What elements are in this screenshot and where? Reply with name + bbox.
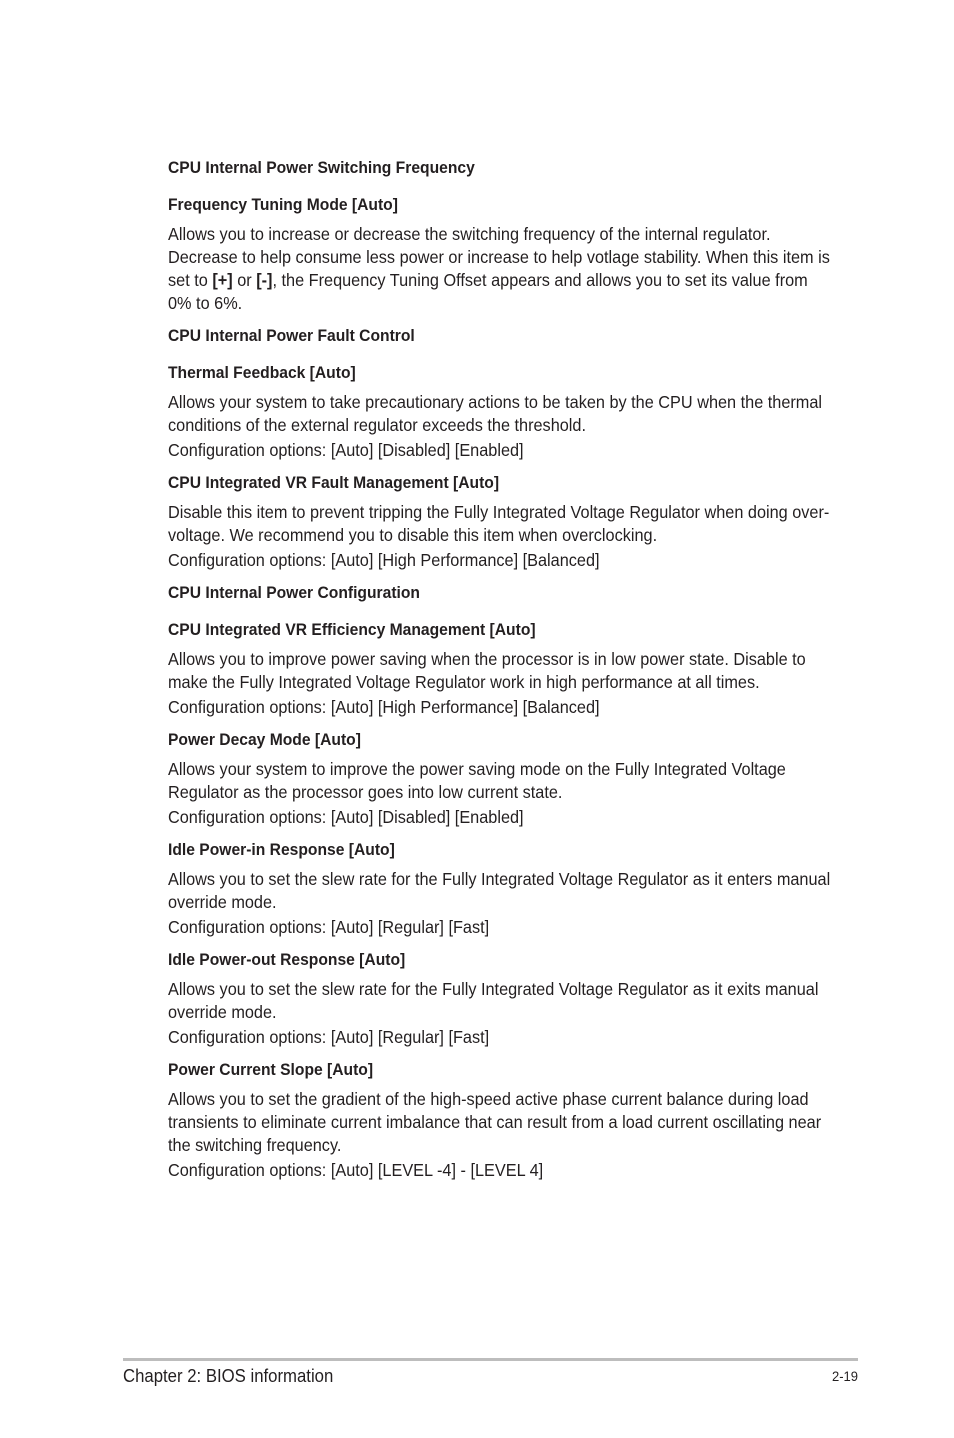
item-options-power-current-slope: Configuration options: [Auto] [LEVEL -4] - [LEVEL 4] [168,1160,544,1180]
item-description-idle-power-out: Allows you to set the slew rate for the Fully Integrated Voltage Regulator as it exits manual override mode. [168,979,819,1022]
desc-text: Allows you to increase or decrease the switching frequency of the internal regulator. Decrease to help consume less power or increase to help votlage stability. When this item is set to [168,224,830,290]
desc-text: , the Frequency Tuning Offset appears and allows you to set its value from 0% to 6%. [168,270,808,313]
item-heading-power-decay-mode: Power Decay Mode [Auto] [168,730,361,749]
item-description-frequency-tuning-mode [168,223,833,315]
item-description-vr-efficiency-management: Allows you to improve power saving when the processor is in low power state. Disable to make the Fully Integrated Voltage Regulator work in high performance at all times. [168,649,806,692]
section-heading-fault-control: CPU Internal Power Fault Control [168,326,415,345]
footer-chapter-title: Chapter 2: BIOS information [123,1366,334,1386]
footer-divider [123,1358,858,1361]
item-heading-vr-efficiency-management: CPU Integrated VR Efficiency Management [Auto] [168,620,536,639]
item-options-idle-power-in: Configuration options: [Auto] [Regular] [Fast] [168,917,490,937]
key-minus: [-] [256,270,273,290]
item-options-idle-power-out: Configuration options: [Auto] [Regular] [Fast] [168,1027,490,1047]
section-heading-switching-frequency: CPU Internal Power Switching Frequency [168,158,475,177]
item-description-thermal-feedback: Allows your system to take precautionary actions to be taken by the CPU when the thermal conditions of the external regulator exceeds the threshold. [168,392,823,435]
footer-page-number: 2-19 [831,1368,858,1384]
manual-content [168,156,833,1182]
item-description-power-current-slope: Allows you to set the gradient of the high-speed active phase current balance during load transients to eliminate current imbalance that can result from a load current oscillating near the switching frequency. [168,1089,822,1155]
item-options-thermal-feedback: Configuration options: [Auto] [Disabled] [Enabled] [168,440,524,460]
desc-text: or [232,270,257,290]
item-heading-idle-power-out: Idle Power-out Response [Auto] [168,950,406,969]
item-description-power-decay-mode: Allows your system to improve the power saving mode on the Fully Integrated Voltage Regulator as the processor goes into low current state. [168,759,786,802]
item-options-vr-efficiency-management: Configuration options: [Auto] [High Performance] [Balanced] [168,697,600,717]
item-description-vr-fault-management: Disable this item to prevent tripping the Fully Integrated Voltage Regulator when doing over-voltage. We recommend you to disable this item when overclocking. [168,502,830,545]
item-heading-idle-power-in: Idle Power-in Response [Auto] [168,840,395,859]
item-options-power-decay-mode: Configuration options: [Auto] [Disabled] [Enabled] [168,807,524,827]
key-plus: [+] [212,270,233,290]
item-heading-thermal-feedback: Thermal Feedback [Auto] [168,363,356,382]
item-heading-frequency-tuning-mode: Frequency Tuning Mode [Auto] [168,195,398,214]
item-description-idle-power-in: Allows you to set the slew rate for the Fully Integrated Voltage Regulator as it enters manual override mode. [168,869,831,912]
item-heading-vr-fault-management: CPU Integrated VR Fault Management [Auto] [168,473,500,492]
section-heading-power-configuration: CPU Internal Power Configuration [168,583,420,602]
item-options-vr-fault-management: Configuration options: [Auto] [High Performance] [Balanced] [168,550,600,570]
item-heading-power-current-slope: Power Current Slope [Auto] [168,1060,374,1079]
